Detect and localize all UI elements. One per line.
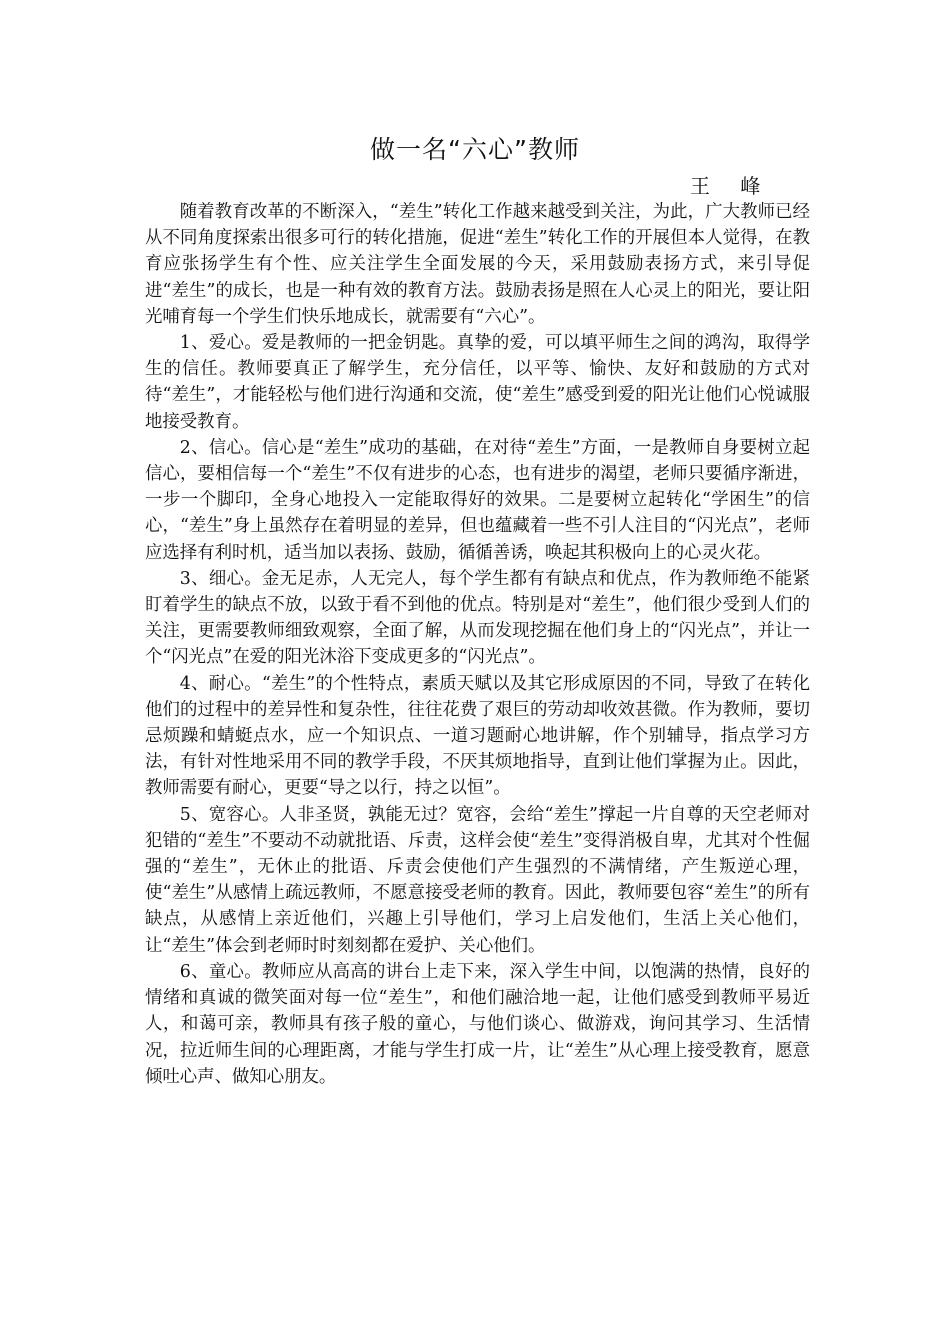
document-body bbox=[145, 199, 810, 1090]
paragraph-intro: 随着教育改革的不断深入，“差生”转化工作越来越受到关注，为此，广大教师已经从不同角度探索出很多可行的转化措施，促进“差生”转化工作的开展但本人觉得，在教育应张扬学生有个性、应关注学生全面发展的今天，采用鼓励表扬方式，来引导促进“差生”的成长，也是一种有效的教育方法。鼓励表扬是照在人心灵上的阳光，要让阳光哺育每一个学生们快乐地成长，就需要有“六心”。 bbox=[145, 202, 810, 327]
paragraph-confidence: 2、信心。信心是“差生”成功的基础，在对待“差生”方面，一是教师自身要树立起信心，要相信每一个“差生”不仅有进步的心态，也有进步的渴望，老师只要循序渐进，一步一个脚印，全身心地投入一定能取得好的效果。二是要树立起转化“学困生”的信心，“差生”身上虽然存在着明显的差异，但也蕴藏着一些不引人注目的“闪光点”，老师应选择有利时机，适当加以表扬、鼓励，循循善诱，唤起其积极向上的心灵火花。 bbox=[145, 437, 810, 563]
document-author: 王 峰 bbox=[690, 174, 773, 198]
paragraph-patience: 4、耐心。“差生”的个性特点，素质天赋以及其它形成原因的不同，导致了在转化他们的过程中的差异性和复杂性，往往花费了艰巨的劳动却收效甚微。作为教师，要切忌烦躁和蜻蜓点水，应一个知识点、一道习题耐心地讲解，作个别辅导，指点学习方法，有针对性地采用不同的教学手段，不厌其烦地指导，直到让他们掌握为止。因此，教师需要有耐心，更要“导之以行，持之以恒”。 bbox=[145, 673, 810, 799]
paragraph-tolerance: 5、宽容心。人非圣贤，孰能无过？宽容，会给“差生”撑起一片自尊的天空老师对犯错的“差生”不要动不动就批语、斥责，这样会使“差生”变得消极自卑，尤其对个性倔强的“差生”，无休止的批语、斥责会使他们产生强烈的不满情绪，产生叛逆心理，使“差生”从感情上疏远教师，不愿意接受老师的教育。因此，教师要包容“差生”的所有缺点，从感情上亲近他们，兴趣上引导他们，学习上启发他们，生活上关心他们，让“差生”体会到老师时时刻刻都在爱护、关心他们。 bbox=[145, 804, 810, 956]
document-title: 做一名“六心”教师 bbox=[370, 135, 580, 164]
paragraph-childlike-heart: 6、童心。教师应从高高的讲台上走下来，深入学生中间，以饱满的热情，良好的情绪和真诚的微笑面对每一位“差生”，和他们融洽地一起，让他们感受到教师平易近人，和蔼可亲，教师具有孩子般的童心，与他们谈心、做游戏，询问其学习、生活情况，拉近师生间的心理距离，才能与学生打成一片，让“差生”从心理上接受教育，愿意倾吐心声、做知心朋友。 bbox=[145, 961, 810, 1087]
paragraph-carefulness: 3、细心。金无足赤，人无完人，每个学生都有有缺点和优点，作为教师绝不能紧盯着学生的缺点不放，以致于看不到他的优点。特别是对“差生”，他们很少受到人们的关注，更需要教师细致观察，全面了解，从而发现挖掘在他们身上的“闪光点”，并让一个“闪光点”在爱的阳光沐浴下变成更多的“闪光点”。 bbox=[145, 568, 810, 668]
paragraph-love: 1、爱心。爱是教师的一把金钥匙。真挚的爱，可以填平师生之间的鸿沟，取得学生的信任。教师要真正了解学生，充分信任，以平等、愉快、友好和鼓励的方式对待“差生”，才能轻松与他们进行沟通和交流，使“差生”感受到爱的阳光让他们心悦诚服地接受教育。 bbox=[145, 333, 810, 432]
